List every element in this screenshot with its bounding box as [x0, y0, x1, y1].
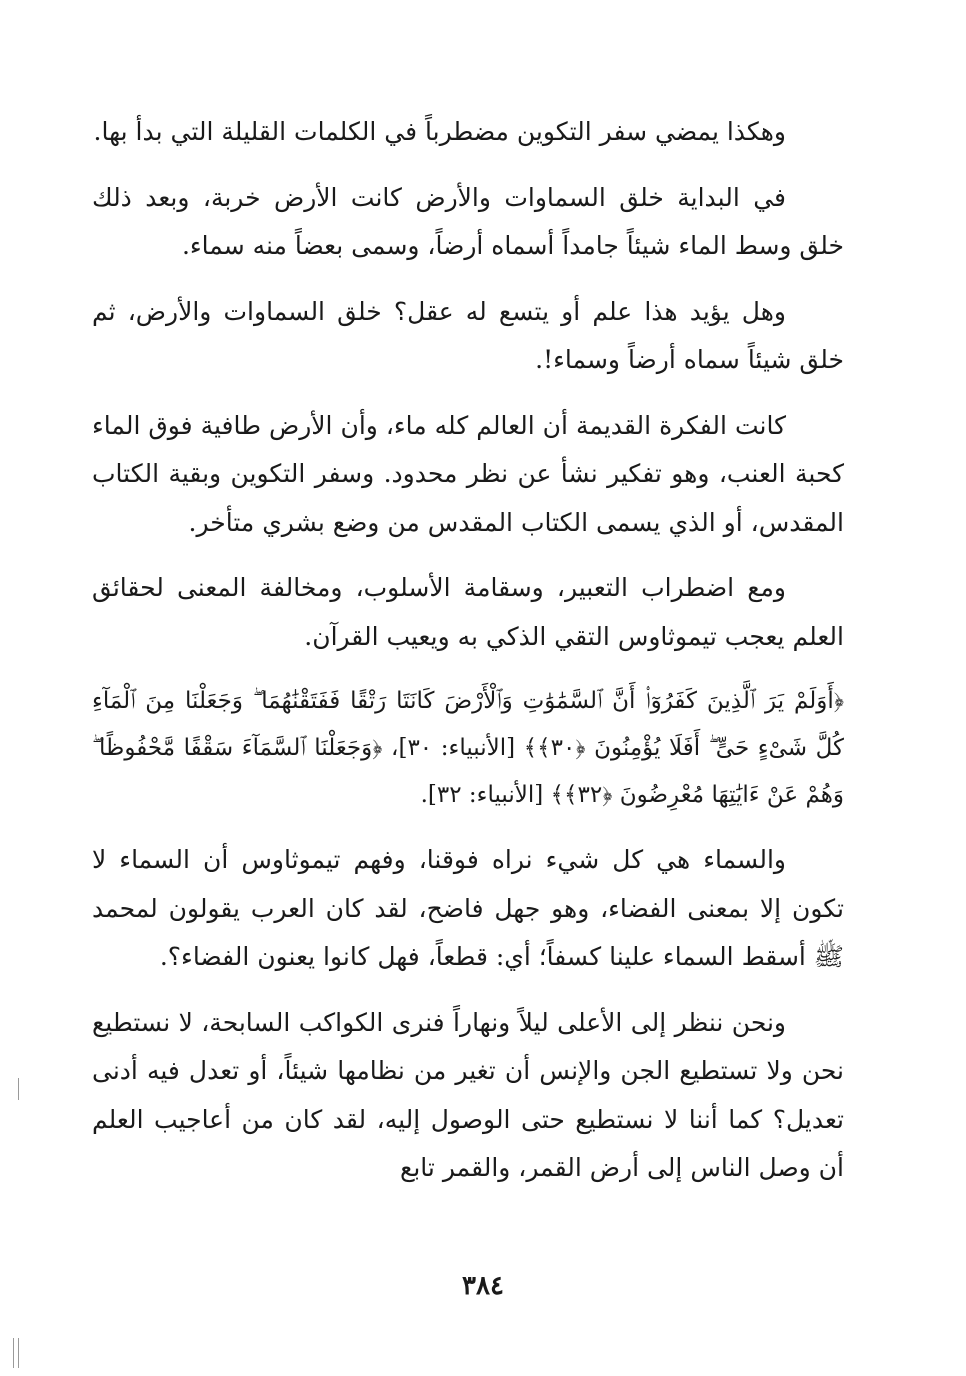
paragraph-1: وهكذا يمضي سفر التكوين مضطرباً في الكلمات القليلة التي بدأ بها.: [93, 117, 786, 146]
paragraph-4: كانت الفكرة القديمة أن العالم كله ماء، وأن الأرض طافية فوق الماء كحبة العنب، وهو تفكير نشأ عن نظر محدود. وسفر التكوين وبقية الكتاب المقدس، أو الذي يسمى الكتاب المقدس من وضع بشري متأخر.: [92, 410, 844, 537]
quran-quote: ﴿أَوَلَمْ يَرَ ٱلَّذِينَ كَفَرُوٓا۟ أَنَّ ٱلسَّمَٰوَٰتِ وَٱلْأَرْضَ كَانَتَا رَتْقًا فَفَتَقْنَٰهُمَا ۖ وَجَعَلْنَا مِنَ ٱلْمَآءِ كُلَّ شَىْءٍ حَىٍّ ۖ أَفَلَا يُؤْمِنُونَ ﴿٣٠﴾﴾ [الأنبياء: ٣٠]، ﴿وَجَعَلْنَا ٱلسَّمَآءَ سَقْفًا مَّحْفُوظًا ۖ وَهُمْ عَنْ ءَايَٰتِهَا مُعْرِضُونَ ﴿٣٢﴾﴾ [الأنبياء: ٣٢].: [92, 688, 844, 808]
paragraph-7: ونحن ننظر إلى الأعلى ليلاً ونهاراً فنرى الكواكب السابحة، لا نستطيع نحن ولا تستطيع الجن والإنس أن تغير من نظامها شيئاً، أو تعدل فيه أدنى تعديل؟ كما أننا لا نستطيع حتى الوصول إليه، لقد كان من أعاجيب العلم أن وصل الناس إلى أرض القمر، والقمر تابع: [92, 1007, 844, 1182]
scan-margin-mark: [18, 1338, 19, 1368]
page-body: [92, 108, 844, 1210]
scan-margin-mark: [18, 1078, 19, 1100]
paragraph-6: والسماء هي كل شيء نراه فوقنا، وفهم تيموثاوس أن السماء لا تكون إلا بمعنى الفضاء، وهو جهل فاضح، لقد كان العرب يقولون لمحمد ﷺ أسقط السماء علينا كسفاً؛ أي: قطعاً، فهل كانوا يعنون الفضاء؟.: [92, 845, 844, 971]
scan-margin-mark: [13, 1338, 14, 1368]
page-number: ٣٨٤: [462, 1271, 504, 1301]
paragraph-5: ومع اضطراب التعبير، وسقامة الأسلوب، ومخالفة المعنى لحقائق العلم يعجب تيموثاوس التقي الذكي به ويعيب القرآن.: [92, 573, 844, 651]
paragraph-2: في البداية خلق السماوات والأرض كانت الأرض خربة، وبعد ذلك خلق وسط الماء شيئاً جامداً أسماه أرضاً، وسمى بعضاً منه سماء.: [92, 182, 844, 260]
paragraph-3: وهل يؤيد هذا علم أو يتسع له عقل؟ خلق السماوات والأرض، ثم خلق شيئاً سماه أرضاً وسماء!.: [92, 296, 844, 374]
